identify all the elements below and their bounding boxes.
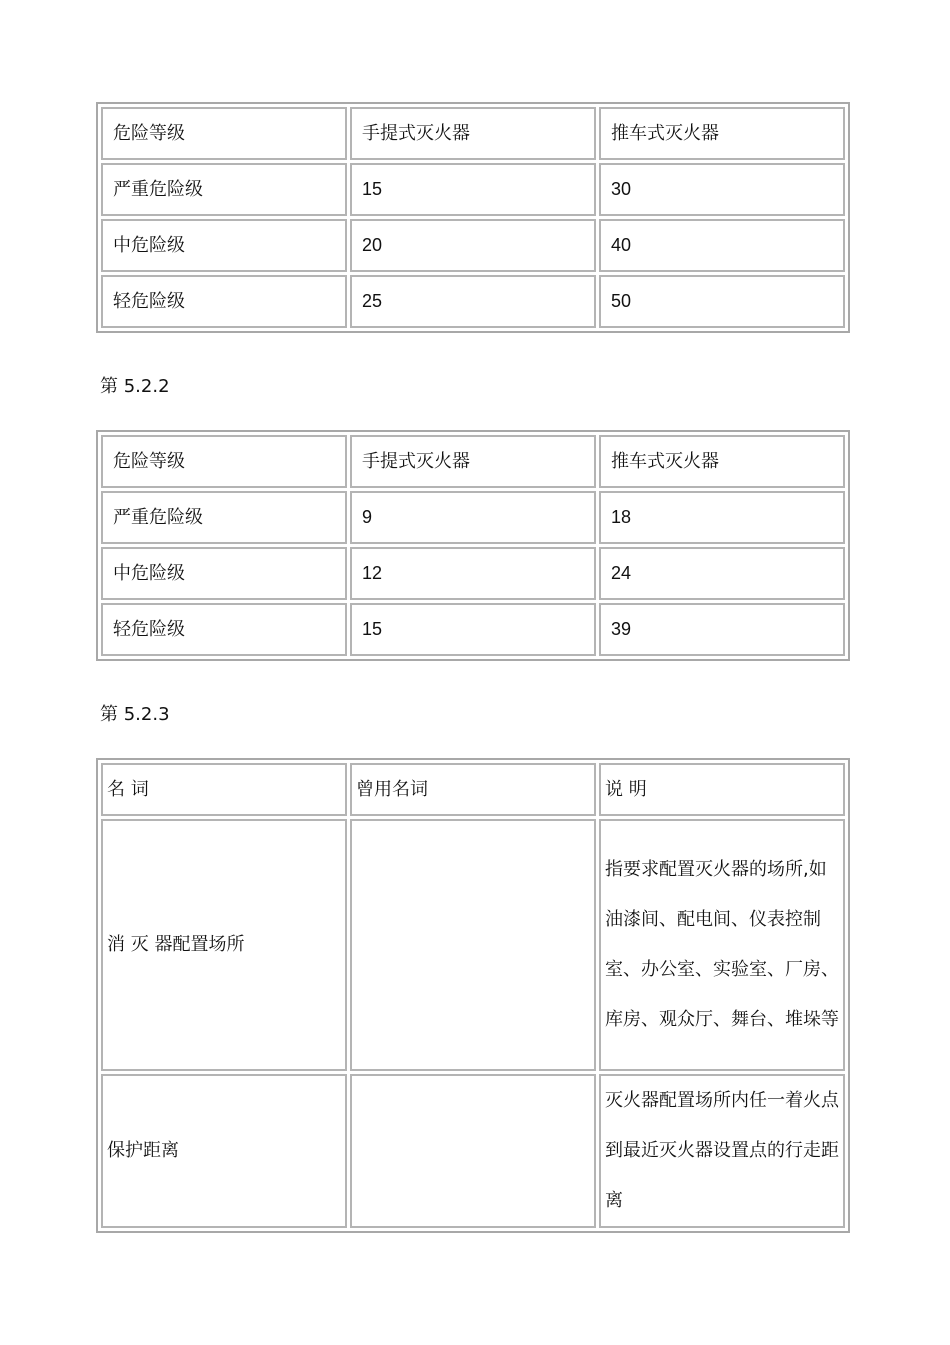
header-former-term: 曾用名词: [350, 763, 596, 816]
portable-value-cell: 15: [350, 603, 596, 656]
hazard-level-cell: 轻危险级: [101, 603, 347, 656]
header-term: 名 词: [101, 763, 347, 816]
wheeled-value-cell: 24: [599, 547, 845, 600]
table-row: [101, 275, 845, 328]
wheeled-value-cell: 18: [599, 491, 845, 544]
table-row: [101, 163, 845, 216]
portable-value-cell: 12: [350, 547, 596, 600]
section-heading-5-2-3: 第 5.2.3: [100, 704, 170, 725]
table-header-row: [101, 435, 845, 488]
table-header-row: [101, 107, 845, 160]
wheeled-value-cell: 30: [599, 163, 845, 216]
wheeled-value-cell: 40: [599, 219, 845, 272]
table-row: [101, 219, 845, 272]
term-cell: 保护距离: [101, 1074, 347, 1228]
wheeled-value-cell: 39: [599, 603, 845, 656]
header-portable-extinguisher: 手提式灭火器: [350, 107, 596, 160]
header-hazard-level: 危险等级: [101, 435, 347, 488]
wheeled-value-cell: 50: [599, 275, 845, 328]
table-row: [101, 603, 845, 656]
former-term-cell: [350, 1074, 596, 1228]
table-header-row: [101, 763, 845, 816]
description-cell: 指要求配置灭火器的场所,如油漆间、配电间、仪表控制室、办公室、实验室、厂房、库房、观众厅、舞台、堆垛等: [599, 819, 845, 1071]
hazard-level-cell: 轻危险级: [101, 275, 347, 328]
hazard-level-cell: 严重危险级: [101, 163, 347, 216]
max-distance-table-1: [96, 102, 850, 333]
header-wheeled-extinguisher: 推车式灭火器: [599, 107, 845, 160]
term-cell: 消 灭 器配置场所: [101, 819, 347, 1071]
hazard-level-cell: 中危险级: [101, 219, 347, 272]
description-cell: 灭火器配置场所内任一着火点到最近灭火器设置点的行走距离: [599, 1074, 845, 1228]
portable-value-cell: 9: [350, 491, 596, 544]
hazard-level-cell: 中危险级: [101, 547, 347, 600]
former-term-cell: [350, 819, 596, 1071]
table-row: [101, 819, 845, 1071]
header-portable-extinguisher: 手提式灭火器: [350, 435, 596, 488]
table-row: [101, 491, 845, 544]
section-heading-5-2-2: 第 5.2.2: [100, 376, 170, 397]
portable-value-cell: 15: [350, 163, 596, 216]
header-wheeled-extinguisher: 推车式灭火器: [599, 435, 845, 488]
portable-value-cell: 20: [350, 219, 596, 272]
header-description: 说 明: [599, 763, 845, 816]
table-row: [101, 1074, 845, 1228]
header-hazard-level: 危险等级: [101, 107, 347, 160]
portable-value-cell: 25: [350, 275, 596, 328]
table-row: [101, 547, 845, 600]
terminology-table: [96, 758, 850, 1233]
max-distance-table-2: [96, 430, 850, 661]
hazard-level-cell: 严重危险级: [101, 491, 347, 544]
